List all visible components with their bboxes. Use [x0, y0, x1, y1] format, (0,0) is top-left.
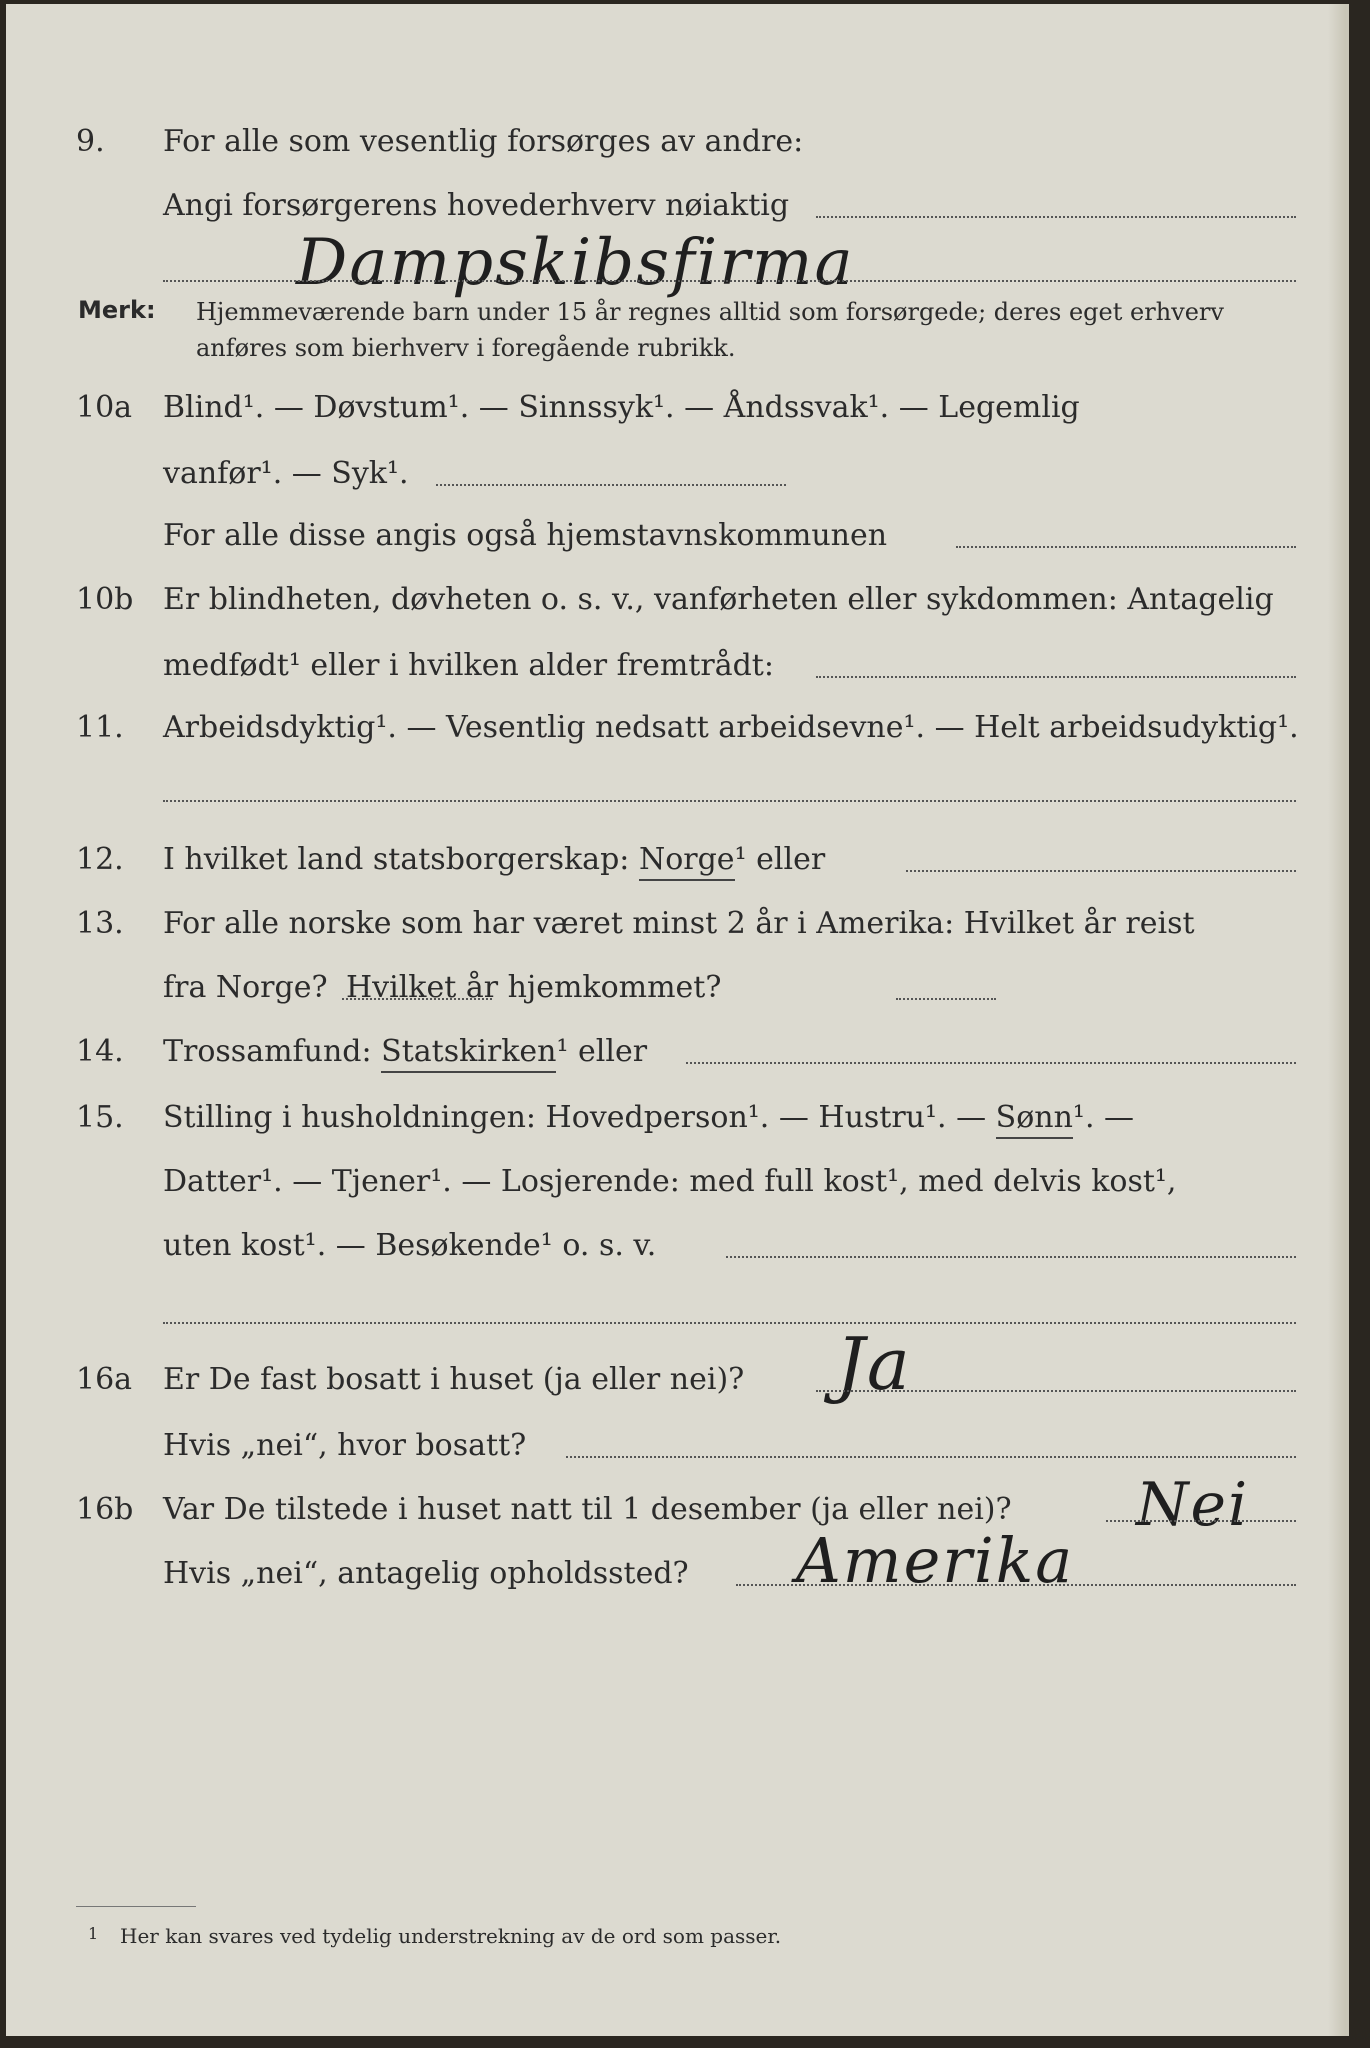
footnote-rule	[76, 1906, 196, 1907]
q13-text-2a: fra Norge?	[163, 970, 328, 1005]
q12-answer-line	[906, 870, 1296, 872]
footnote-mark: 1	[88, 1924, 99, 1943]
q16a-text-1: Er De fast bosatt i huset (ja eller nei)?	[163, 1362, 745, 1397]
census-form-page	[6, 4, 1349, 2036]
q16b-line2	[6, 1556, 1346, 1596]
q9-line1	[6, 124, 1346, 164]
q16b-answer-line-1	[1106, 1520, 1296, 1522]
q13-text-1: For alle norske som har været minst 2 år i Amerika: Hvilket år reist	[163, 906, 1195, 941]
q14-text-pre: Trossamfund:	[163, 1034, 372, 1069]
q10a-text-2: vanfør¹. — Syk¹.	[163, 456, 409, 491]
q14-text	[163, 1034, 647, 1069]
q10a-line2	[6, 456, 1346, 496]
q13-answer-line-1	[342, 998, 492, 1000]
q16b-handwritten-answer-1: Nei	[1136, 1470, 1250, 1540]
q15-line3	[6, 1228, 1346, 1268]
q11-number: 11.	[76, 710, 124, 745]
q10b-number: 10b	[76, 582, 134, 617]
q11-answer-line	[163, 800, 1296, 802]
q9-text-1: For alle som vesentlig forsørges av andre:	[163, 124, 804, 159]
q9-number: 9.	[76, 124, 105, 159]
q9-text-2: Angi forsørgerens hovederhverv nøiaktig	[163, 188, 790, 223]
q16a-answer-line-2	[566, 1456, 1296, 1458]
q15-text-1	[163, 1100, 1134, 1135]
q14-underlined-answer: Statskirken	[381, 1034, 556, 1073]
q11-text-1: Arbeidsdyktig¹. — Vesentlig nedsatt arbeidsevne¹. — Helt arbeidsudyktig¹.	[163, 710, 1299, 745]
q15-text-3: uten kost¹. — Besøkende¹ o. s. v.	[163, 1228, 657, 1263]
q15-underlined-answer: Sønn	[996, 1100, 1073, 1139]
q15-answer-line-1	[726, 1256, 1296, 1258]
q16a-text-2: Hvis „nei“, hvor bosatt?	[163, 1428, 527, 1463]
q12-underlined-answer: Norge	[639, 842, 735, 881]
q10b-line1	[6, 582, 1346, 622]
q11-line1	[6, 710, 1346, 750]
q15-text-1a: Stilling i husholdningen: Hovedperson¹. — Hustru¹. —	[163, 1100, 987, 1135]
q10a-text-1: Blind¹. — Døvstum¹. — Sinnssyk¹. — Åndssvak¹. — Legemlig	[163, 390, 1080, 425]
q10b-text-1: Er blindheten, døvheten o. s. v., vanførheten eller sykdommen: Antagelig	[163, 582, 1274, 617]
q16a-handwritten-answer: Ja	[836, 1322, 912, 1406]
q9-handwritten-answer: Dampskibsfirma	[296, 226, 855, 300]
q16a-answer-line-1	[816, 1390, 1296, 1392]
q15-number: 15.	[76, 1100, 124, 1135]
q16b-text-1: Var De tilstede i huset natt til 1 desember (ja eller nei)?	[163, 1492, 1012, 1527]
q10b-line2	[6, 648, 1346, 688]
q14-answer-line	[686, 1062, 1296, 1064]
q9-answer-line-1	[816, 216, 1296, 218]
footnote	[88, 1924, 782, 1948]
q15-answer-line-2	[163, 1322, 1296, 1324]
q10a-number: 10a	[76, 390, 133, 425]
q10a-text-3: For alle disse angis også hjemstavnskommunen	[163, 518, 888, 553]
merk-text	[196, 294, 1224, 366]
q12-line1	[6, 842, 1346, 882]
q16b-text-2: Hvis „nei“, antagelig opholdssted?	[163, 1556, 689, 1591]
q15-line1	[6, 1100, 1346, 1140]
q16a-number: 16a	[76, 1362, 133, 1397]
q12-text-post: ¹ eller	[734, 842, 826, 877]
q15-text-2: Datter¹. — Tjener¹. — Losjerende: med full kost¹, med delvis kost¹,	[163, 1164, 1177, 1199]
q13-line1	[6, 906, 1346, 946]
q16a-line2	[6, 1428, 1346, 1468]
q10a-answer-line-1	[436, 484, 786, 486]
merk-text-2: anføres som bierhverv i foregående rubrikk.	[196, 334, 736, 362]
q16b-answer-line-2	[736, 1584, 1296, 1586]
merk-label: Merk:	[78, 296, 156, 324]
q15-line2	[6, 1164, 1346, 1204]
q12-text-pre: I hvilket land statsborgerskap:	[163, 842, 630, 877]
q10a-line3	[6, 518, 1346, 558]
q10a-answer-line-2	[956, 546, 1296, 548]
q13-number: 13.	[76, 906, 124, 941]
q12-number: 12.	[76, 842, 124, 877]
q10b-text-2: medfødt¹ eller i hvilken alder fremtrådt:	[163, 648, 774, 683]
q13-text-2b: Hvilket år hjemkommet?	[346, 970, 722, 1005]
q16b-handwritten-answer-2: Amerika	[796, 1524, 1075, 1597]
q16b-number: 16b	[76, 1492, 134, 1527]
q15-text-1c: ¹. —	[1072, 1100, 1135, 1135]
q14-number: 14.	[76, 1034, 124, 1069]
q16a-line1	[6, 1362, 1346, 1402]
q10b-answer-line	[816, 676, 1296, 678]
merk-text-1: Hjemmeværende barn under 15 år regnes alltid som forsørgede; deres eget erhverv	[196, 298, 1224, 326]
q13-answer-line-2	[896, 998, 996, 1000]
footnote-text: Her kan svares ved tydelig understrekning av de ord som passer.	[120, 1924, 782, 1948]
q12-text	[163, 842, 825, 877]
q10a-line1	[6, 390, 1346, 430]
q13-line2	[6, 970, 1346, 1010]
q9-line2	[6, 188, 1346, 228]
q14-text-post: ¹ eller	[556, 1034, 648, 1069]
paper-edge	[1328, 4, 1346, 2036]
q14-line1	[6, 1034, 1346, 1074]
q9-answer-line-2	[163, 280, 1296, 282]
